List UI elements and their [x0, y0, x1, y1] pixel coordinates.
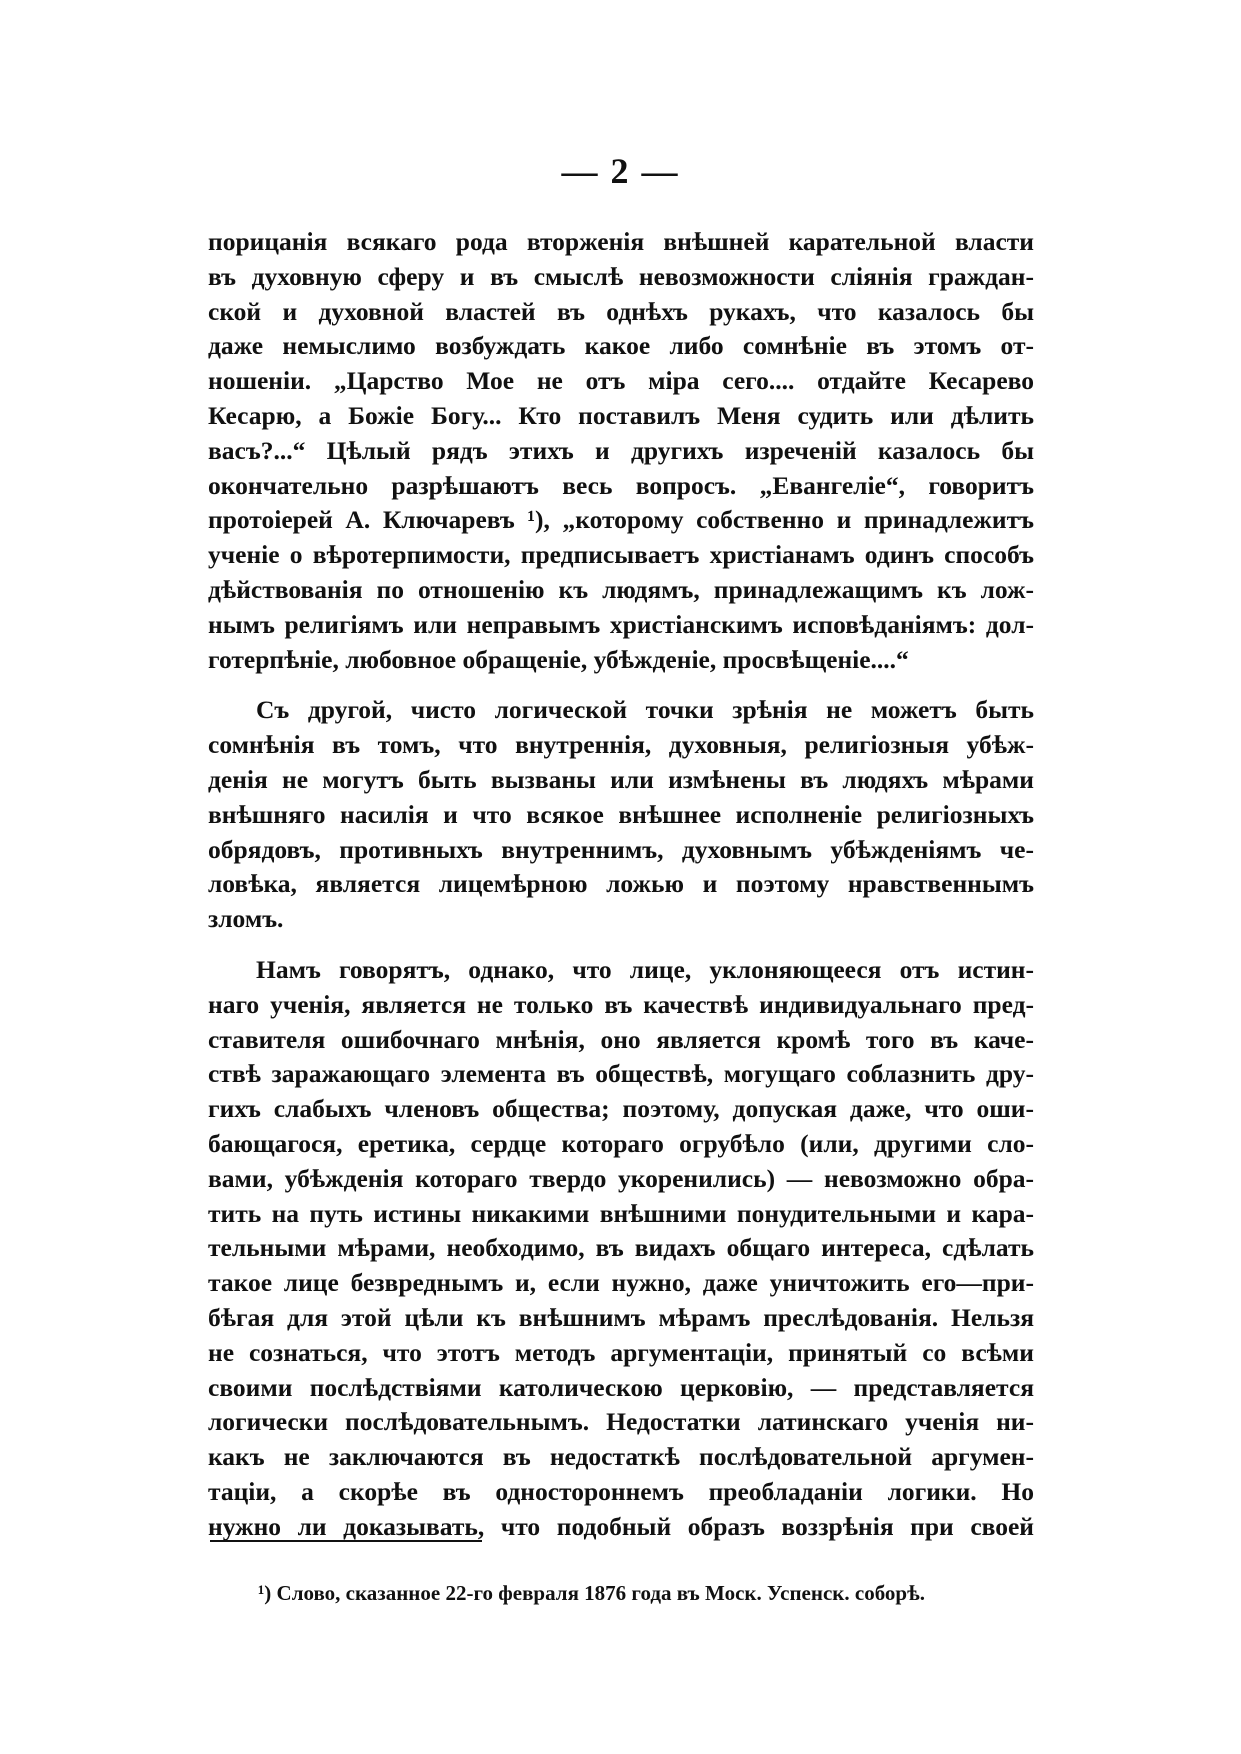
- text-line: нымъ религіямъ или неправымъ христіанскимъ исповѣданіямъ: дол-: [208, 609, 1034, 639]
- text-line: обрядовъ, противныхъ внутреннимъ, духовнымъ убѣжденіямъ че-: [208, 834, 1034, 864]
- text-line: васъ?...“ Цѣлый рядъ этихъ и другихъ изреченій казалось бы: [208, 435, 1034, 465]
- text-line: дѣйствованія по отношенію къ людямъ, принадлежащимъ къ лож-: [208, 574, 1034, 604]
- text-line: сомнѣнія въ томъ, что внутреннія, духовныя, религіозныя убѣж-: [208, 730, 1034, 760]
- text-line: зломъ.: [208, 904, 284, 934]
- text-line: не сознаться, что этотъ методъ аргументаціи, принятый со всѣми: [208, 1337, 1034, 1367]
- text-line: ствѣ заражающаго элемента въ обществѣ, могущаго соблазнить дру-: [208, 1059, 1034, 1089]
- text-line: тельными мѣрами, необходимо, въ видахъ общаго интереса, сдѣлать: [208, 1233, 1034, 1263]
- paragraph-gap: [208, 677, 1034, 693]
- paragraph-gap: [208, 937, 1034, 953]
- main-text: [208, 225, 1034, 1544]
- text-line: бающагося, еретика, сердце котораго огрубѣло (или, другими сло-: [208, 1128, 1034, 1158]
- text-line: ловѣка, является лицемѣрною ложью и поэтому нравственнымъ: [208, 869, 1034, 899]
- paragraph-3: [208, 953, 1034, 1545]
- text-line: окончательно разрѣшаютъ весь вопросъ. „Евангеліе“, говоритъ: [208, 470, 1034, 500]
- text-line: ученіе о вѣротерпимости, предписываетъ христіанамъ одинъ способъ: [208, 540, 1034, 570]
- footnote-divider: [210, 1540, 482, 1542]
- text-line: ношеніи. „Царство Мое не отъ міра сего.... отдайте Кесарево: [208, 366, 1034, 396]
- text-line: ской и духовной властей въ однѣхъ рукахъ, что казалось бы: [208, 296, 1034, 326]
- text-line: готерпѣніе, любовное обращеніе, убѣжденіе, просвѣщеніе....“: [208, 644, 909, 674]
- text-line: гихъ слабыхъ членовъ общества; поэтому, допуская даже, что оши-: [208, 1094, 1034, 1124]
- text-line: протоіерей А. Ключаревъ ¹), „которому собственно и принадлежитъ: [208, 505, 1034, 535]
- text-line: какъ не заключаются въ недостаткѣ послѣдовательной аргумен-: [208, 1442, 1034, 1472]
- text-line: порицанія всякаго рода вторженія внѣшней карательной власти: [208, 227, 1034, 256]
- text-line: ставителя ошибочнаго мнѣнія, оно является кромѣ того въ каче-: [208, 1024, 1034, 1054]
- text-line: такое лице безвреднымъ и, если нужно, даже уничтожить его—при-: [208, 1268, 1034, 1298]
- page-number: — 2 —: [561, 151, 680, 191]
- footnote: ¹) Слово, сказанное 22-го февраля 1876 года въ Моск. Успенск. соборѣ.: [258, 1581, 925, 1605]
- text-line: нужно ли доказывать, что подобный образъ воззрѣнія при своей: [208, 1511, 1034, 1541]
- text-line: денія не могутъ быть вызваны или измѣнены въ людяхъ мѣрами: [208, 764, 1034, 794]
- text-line: Намъ говорятъ, однако, что лице, уклоняющееся отъ истин-: [256, 954, 1034, 984]
- text-line: въ духовную сферу и въ смыслѣ невозможности сліянія граждан-: [208, 261, 1034, 291]
- text-line: внѣшняго насилія и что всякое внѣшнее исполненіе религіозныхъ: [208, 799, 1034, 829]
- text-line: таціи, а скорѣе въ одностороннемъ преобладаніи логики. Но: [208, 1476, 1034, 1506]
- paragraph-2: [208, 693, 1034, 937]
- text-line: Съ другой, чисто логической точки зрѣнія не можетъ быть: [256, 695, 1034, 725]
- text-line: бѣгая для этой цѣли къ внѣшнимъ мѣрамъ преслѣдованія. Нельзя: [208, 1302, 1034, 1332]
- paragraph-1: [208, 225, 1034, 677]
- text-line: логически послѣдовательнымъ. Недостатки латинскаго ученія ни-: [208, 1407, 1034, 1437]
- text-line: вами, убѣжденія котораго твердо укоренились) — невозможно обра-: [208, 1163, 1034, 1193]
- text-line: тить на путь истины никакими внѣшними понудительными и кара-: [208, 1198, 1034, 1228]
- text-line: наго ученія, является не только въ качествѣ индивидуальнаго пред-: [208, 989, 1034, 1019]
- text-line: даже немыслимо возбуждать какое либо сомнѣніе въ этомъ от-: [208, 331, 1034, 361]
- text-line: своими послѣдствіями католическою церковію, — представляется: [208, 1372, 1034, 1402]
- text-line: Кесарю, а Божіе Богу... Кто поставилъ Меня судить или дѣлить: [208, 400, 1034, 430]
